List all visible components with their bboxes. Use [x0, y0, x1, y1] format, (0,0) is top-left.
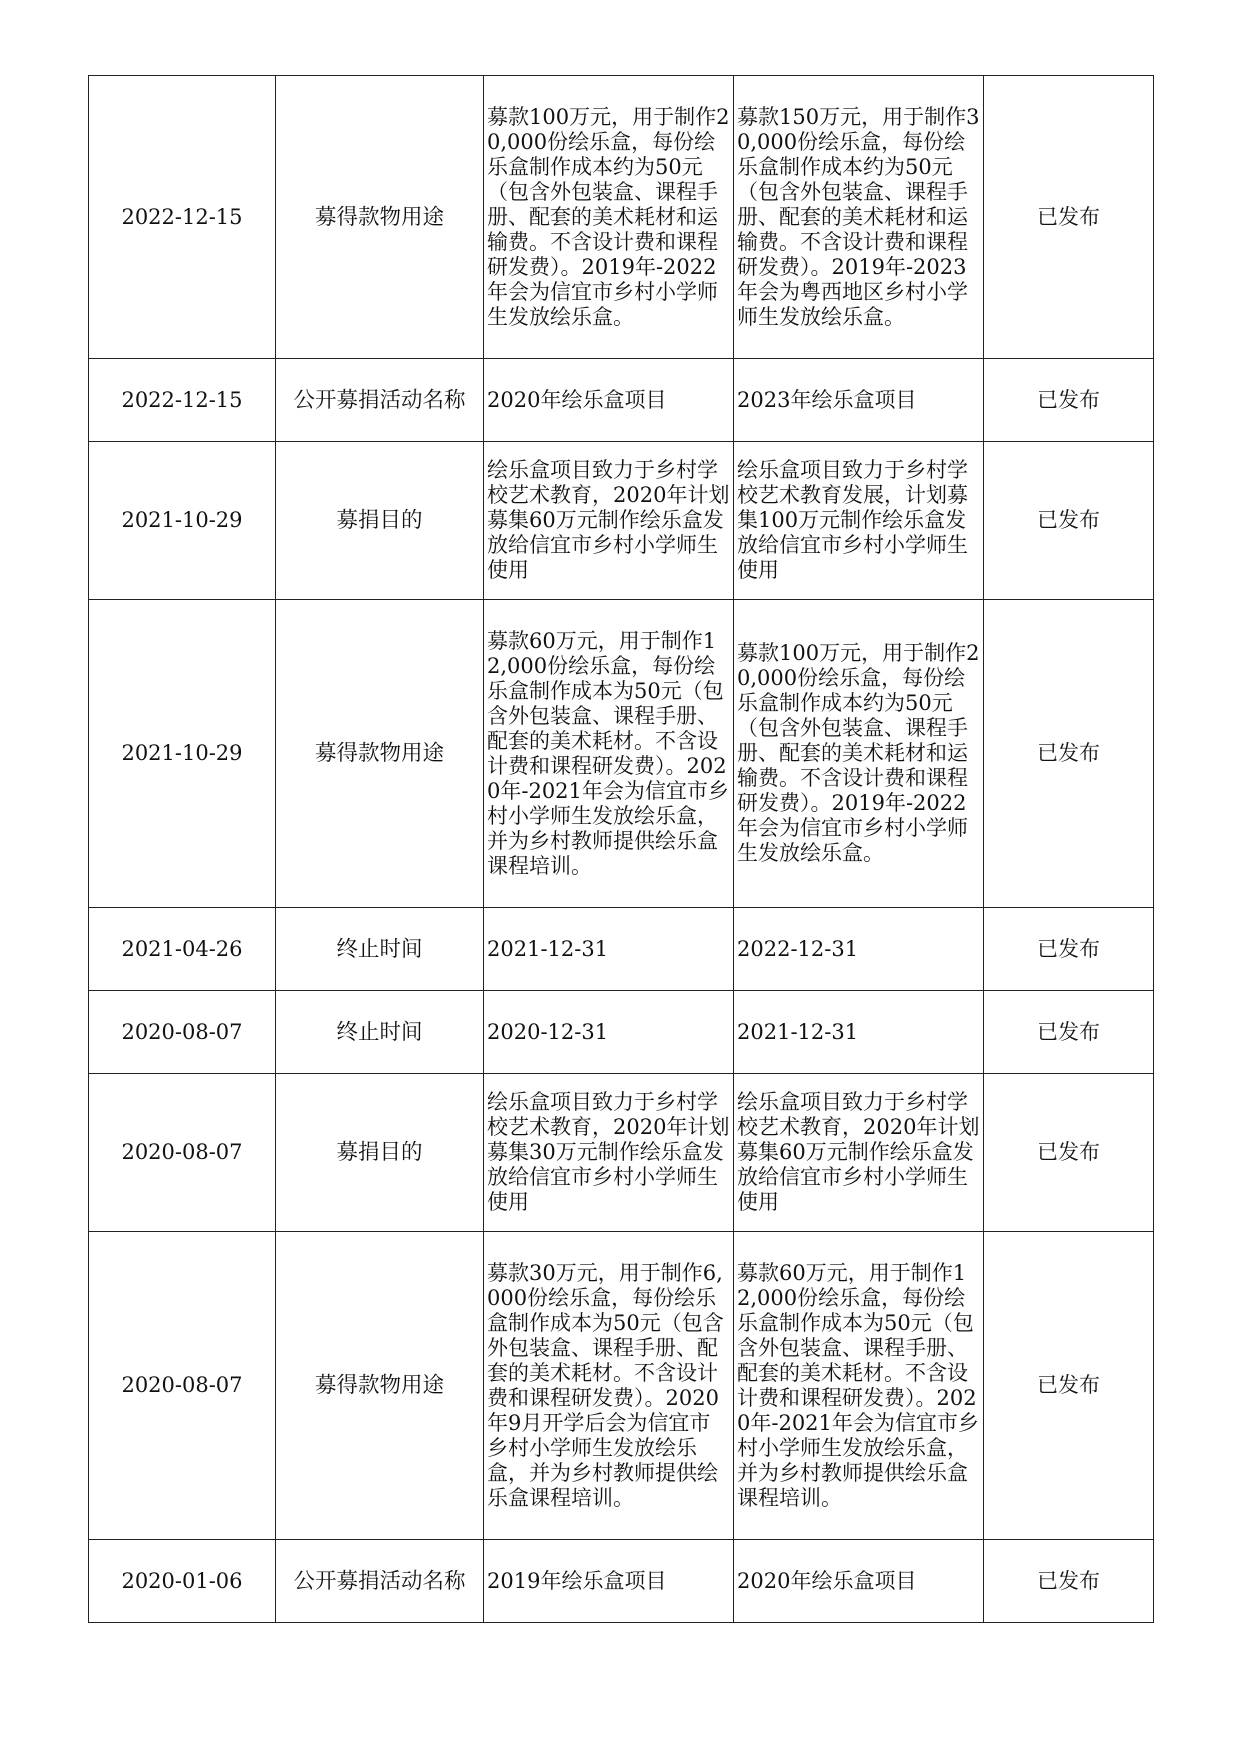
- new-value-cell: 绘乐盒项目致力于乡村学校艺术教育发展，计划募集100万元制作绘乐盒发放给信宜市乡村小学师生使用: [734, 442, 984, 600]
- changed-field-cell: 募捐目的: [276, 442, 484, 600]
- changed-field-cell: 终止时间: [276, 991, 484, 1074]
- old-value-cell: 2019年绘乐盒项目: [484, 1540, 734, 1623]
- old-value-cell: 2020-12-31: [484, 991, 734, 1074]
- old-value-cell: 绘乐盒项目致力于乡村学校艺术教育，2020年计划募集60万元制作绘乐盒发放给信宜市乡村小学师生使用: [484, 442, 734, 600]
- old-value-cell: 2020年绘乐盒项目: [484, 359, 734, 442]
- table-row: [89, 908, 1154, 991]
- table-row: [89, 991, 1154, 1074]
- old-value-cell: 绘乐盒项目致力于乡村学校艺术教育，2020年计划募集30万元制作绘乐盒发放给信宜市乡村小学师生使用: [484, 1074, 734, 1232]
- new-value-cell: 2023年绘乐盒项目: [734, 359, 984, 442]
- table-row: [89, 1074, 1154, 1232]
- change-date-cell: 2020-08-07: [89, 991, 276, 1074]
- table-row: [89, 442, 1154, 600]
- change-date-cell: 2020-08-07: [89, 1074, 276, 1232]
- new-value-cell: 绘乐盒项目致力于乡村学校艺术教育，2020年计划募集60万元制作绘乐盒发放给信宜市乡村小学师生使用: [734, 1074, 984, 1232]
- status-cell: 已发布: [984, 1074, 1154, 1232]
- changed-field-cell: 募捐目的: [276, 1074, 484, 1232]
- changed-field-cell: 募得款物用途: [276, 600, 484, 908]
- table-row: [89, 1232, 1154, 1540]
- changed-field-cell: 公开募捐活动名称: [276, 1540, 484, 1623]
- new-value-cell: 2022-12-31: [734, 908, 984, 991]
- changed-field-cell: 终止时间: [276, 908, 484, 991]
- change-date-cell: 2022-12-15: [89, 76, 276, 359]
- change-date-cell: 2020-08-07: [89, 1232, 276, 1540]
- change-record-table: [88, 75, 1154, 1623]
- status-cell: 已发布: [984, 442, 1154, 600]
- change-date-cell: 2020-01-06: [89, 1540, 276, 1623]
- table-row: [89, 359, 1154, 442]
- changed-field-cell: 公开募捐活动名称: [276, 359, 484, 442]
- status-cell: 已发布: [984, 1540, 1154, 1623]
- status-cell: 已发布: [984, 991, 1154, 1074]
- table-row: [89, 1540, 1154, 1623]
- table-body: [89, 76, 1154, 1623]
- new-value-cell: 2021-12-31: [734, 991, 984, 1074]
- status-cell: 已发布: [984, 76, 1154, 359]
- status-cell: 已发布: [984, 908, 1154, 991]
- new-value-cell: 2020年绘乐盒项目: [734, 1540, 984, 1623]
- changed-field-cell: 募得款物用途: [276, 76, 484, 359]
- table-row: [89, 76, 1154, 359]
- old-value-cell: 募款30万元，用于制作6,000份绘乐盒，每份绘乐盒制作成本为50元（包含外包装盒、课程手册、配套的美术耗材。不含设计费和课程研发费）。2020年9月开学后会为信宜市乡村小学师生发放绘乐盒，并为乡村教师提供绘乐盒课程培训。: [484, 1232, 734, 1540]
- change-date-cell: 2021-10-29: [89, 600, 276, 908]
- old-value-cell: 2021-12-31: [484, 908, 734, 991]
- new-value-cell: 募款100万元，用于制作20,000份绘乐盒，每份绘乐盒制作成本约为50元（包含外包装盒、课程手册、配套的美术耗材和运输费。不含设计费和课程研发费）。2019年-2022年会为信宜市乡村小学师生发放绘乐盒。: [734, 600, 984, 908]
- table-row: [89, 600, 1154, 908]
- status-cell: 已发布: [984, 600, 1154, 908]
- new-value-cell: 募款60万元，用于制作12,000份绘乐盒，每份绘乐盒制作成本为50元（包含外包装盒、课程手册、配套的美术耗材。不含设计费和课程研发费）。2020年-2021年会为信宜市乡村小学师生发放绘乐盒，并为乡村教师提供绘乐盒课程培训。: [734, 1232, 984, 1540]
- changed-field-cell: 募得款物用途: [276, 1232, 484, 1540]
- new-value-cell: 募款150万元，用于制作30,000份绘乐盒，每份绘乐盒制作成本约为50元（包含外包装盒、课程手册、配套的美术耗材和运输费。不含设计费和课程研发费）。2019年-2023年会为粤西地区乡村小学师生发放绘乐盒。: [734, 76, 984, 359]
- old-value-cell: 募款100万元，用于制作20,000份绘乐盒，每份绘乐盒制作成本约为50元（包含外包装盒、课程手册、配套的美术耗材和运输费。不含设计费和课程研发费）。2019年-2022年会为信宜市乡村小学师生发放绘乐盒。: [484, 76, 734, 359]
- status-cell: 已发布: [984, 1232, 1154, 1540]
- change-date-cell: 2021-04-26: [89, 908, 276, 991]
- change-date-cell: 2021-10-29: [89, 442, 276, 600]
- change-record-table-wrapper: [88, 75, 1153, 1623]
- old-value-cell: 募款60万元，用于制作12,000份绘乐盒，每份绘乐盒制作成本为50元（包含外包装盒、课程手册、配套的美术耗材。不含设计费和课程研发费）。2020年-2021年会为信宜市乡村小学师生发放绘乐盒，并为乡村教师提供绘乐盒课程培训。: [484, 600, 734, 908]
- status-cell: 已发布: [984, 359, 1154, 442]
- change-date-cell: 2022-12-15: [89, 359, 276, 442]
